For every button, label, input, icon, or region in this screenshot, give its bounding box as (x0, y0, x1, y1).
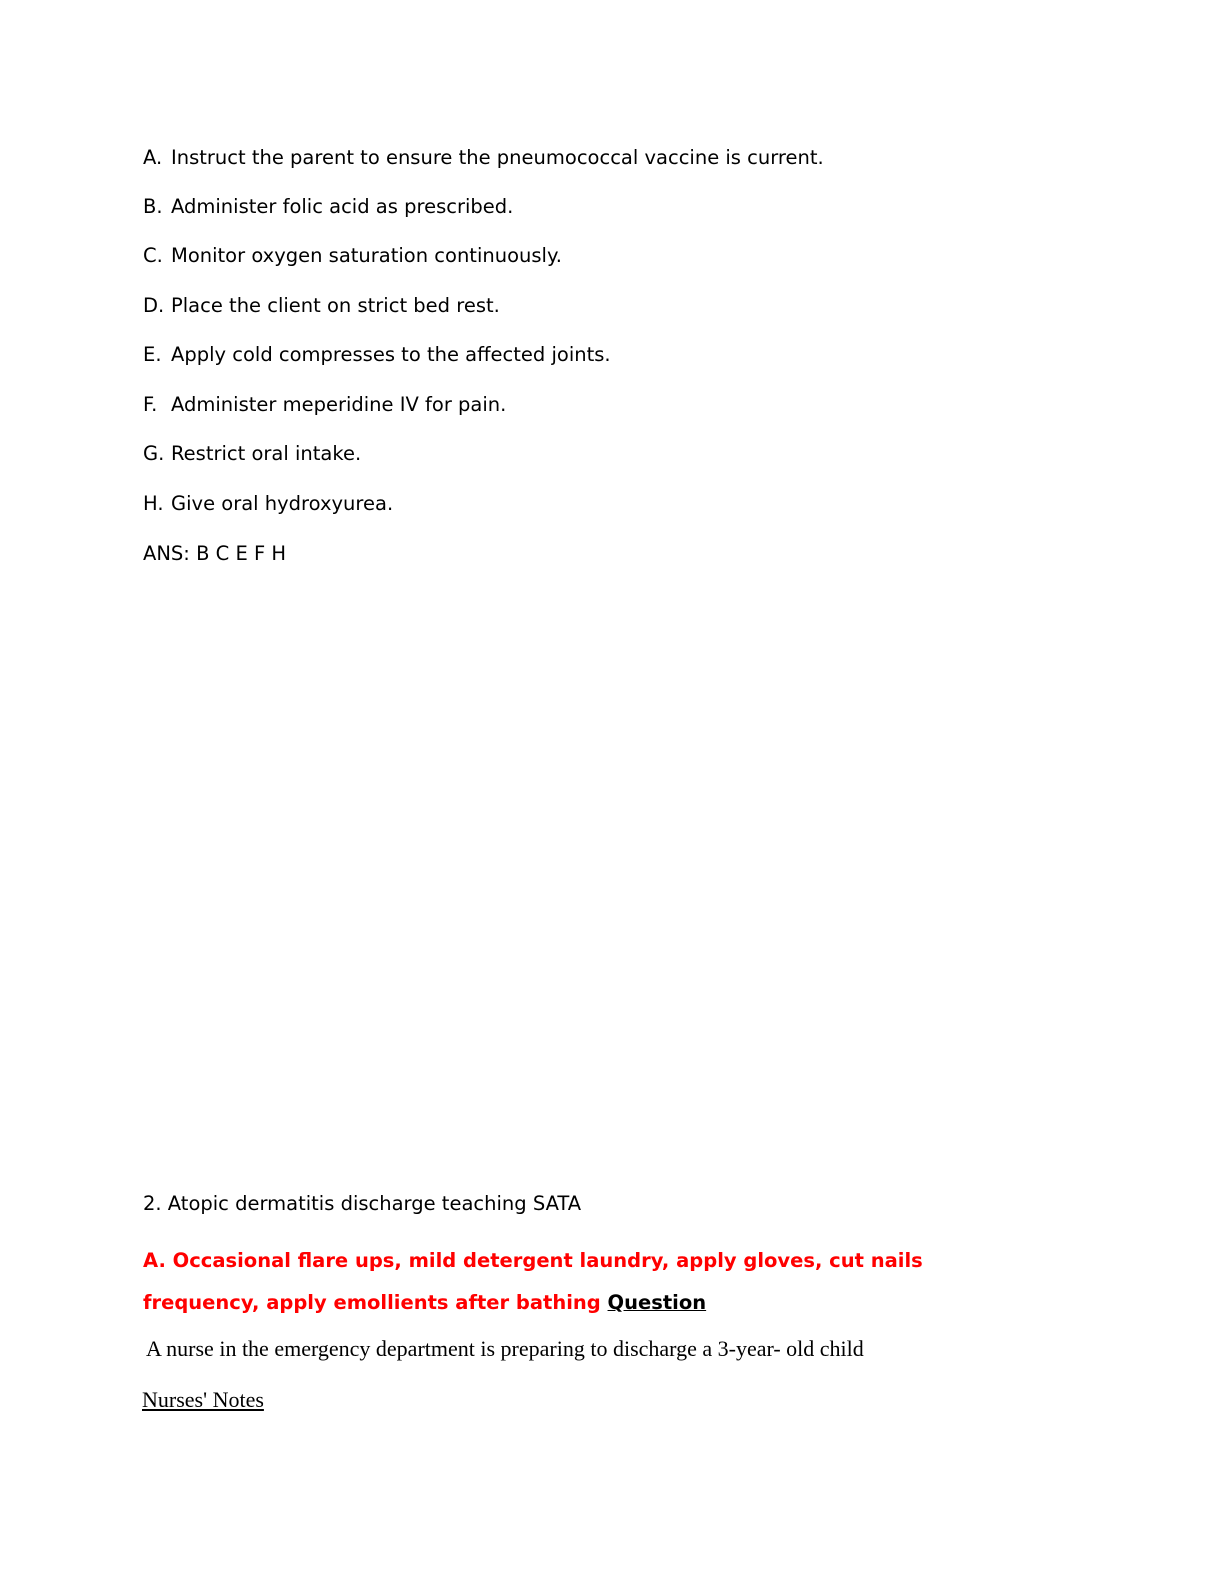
option-text: Place the client on strict bed rest. (171, 294, 500, 317)
option-letter: F. (143, 393, 158, 416)
question-2-title: 2. Atopic dermatitis discharge teaching SATA (143, 1192, 582, 1215)
option-letter: D. (143, 294, 165, 317)
answer-text: A. Occasional flare ups, mild detergent laundry, apply gloves, cut nails frequency, apply emollients after bathing (143, 1249, 923, 1314)
option-d (143, 294, 500, 318)
question-link[interactable]: Question (607, 1291, 707, 1314)
option-letter: C. (143, 244, 163, 267)
option-text: Administer meperidine IV for pain. (171, 393, 507, 416)
option-b (143, 195, 513, 219)
option-letter: A. (143, 146, 163, 169)
option-text: Instruct the parent to ensure the pneumococcal vaccine is current. (171, 146, 824, 169)
option-text: Restrict oral intake. (171, 442, 362, 465)
option-text: Give oral hydroxyurea. (171, 492, 394, 515)
option-letter: B. (143, 195, 163, 218)
option-text: Apply cold compresses to the affected joints. (171, 343, 611, 366)
option-g (143, 442, 361, 466)
option-letter: E. (143, 343, 162, 366)
option-letter: H. (143, 492, 164, 515)
option-text: Monitor oxygen saturation continuously. (171, 244, 562, 267)
option-e (143, 343, 611, 367)
option-text: Administer folic acid as prescribed. (171, 195, 514, 218)
question-2-answer (143, 1240, 1023, 1324)
nurses-notes-heading: Nurses' Notes (142, 1387, 264, 1412)
answer-key: ANS: B C E F H (143, 542, 287, 565)
option-h (143, 492, 393, 516)
option-letter: G. (143, 442, 165, 465)
option-c (143, 244, 562, 268)
option-f (143, 393, 506, 417)
scenario-text: A nurse in the emergency department is preparing to discharge a 3-year- old child (146, 1336, 864, 1361)
option-a (143, 146, 824, 170)
